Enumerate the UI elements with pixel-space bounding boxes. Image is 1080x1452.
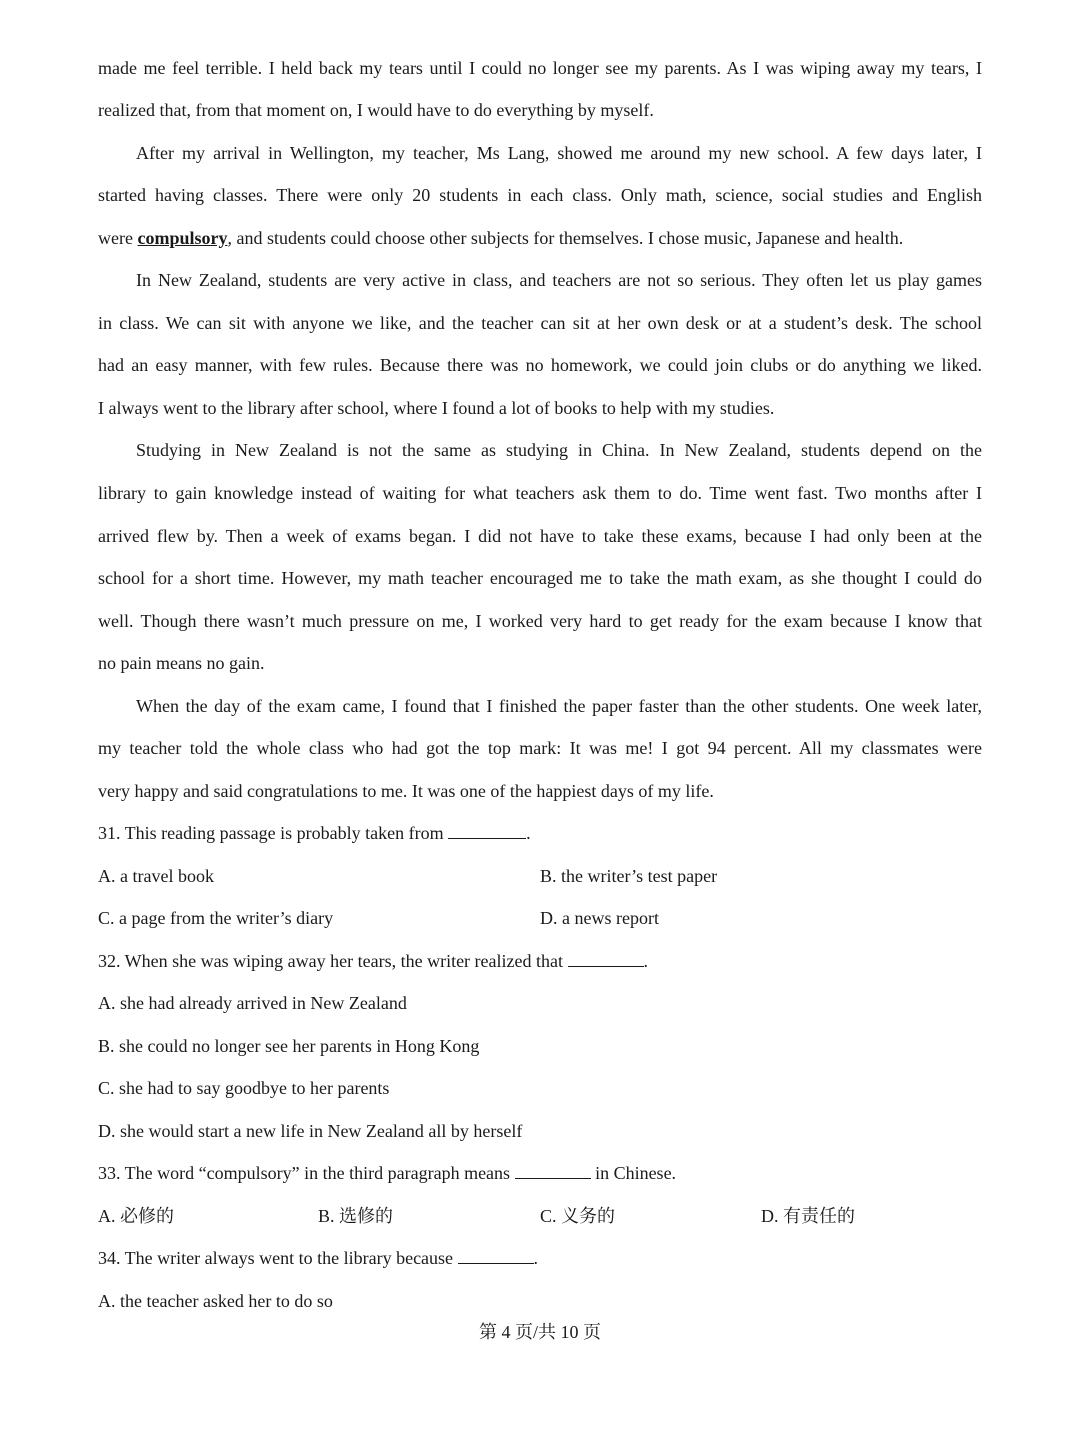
passage-line: Studying in New Zealand is not the same as studying in China. In New Zealand, students depend on the [136,440,982,460]
passage-line: I always went to the library after school, where I found a lot of books to help with my studies. [98,398,775,418]
passage-line-compulsory [98,226,982,250]
answer-blank [448,822,526,839]
question-end: in Chinese. [595,1163,677,1183]
question-text: 33. The word “compulsory” in the third paragraph means [98,1163,511,1183]
question-34-stem [98,1246,982,1270]
question-33-stem [98,1161,982,1185]
q31-option-c: C. a page from the writer’s diary [98,908,334,928]
question-text: 34. The writer always went to the library because [98,1248,454,1268]
highlighted-word: compulsory [137,228,228,248]
question-end: . [526,823,531,843]
q32-option-d: D. she would start a new life in New Zealand all by herself [98,1121,523,1141]
passage-line: very happy and said congratulations to me. It was one of the happiest days of my life. [98,781,714,801]
q31-option-a: A. a travel book [98,866,214,886]
q34-option-a: A. the teacher asked her to do so [98,1291,333,1311]
passage-line: library to gain knowledge instead of waiting for what teachers ask them to do. Time went fast. Two months after I [98,483,982,503]
text-segment: , and students could choose other subjects for themselves. I chose music, Japanese and health. [227,228,904,248]
passage-line: my teacher told the whole class who had got the top mark: It was me! I got 94 percent. All my classmates were [98,738,982,758]
text-segment: were [98,228,138,248]
q32-option-a: A. she had already arrived in New Zealand [98,993,407,1013]
passage-line: In New Zealand, students are very active in class, and teachers are not so serious. They often let us play games [136,270,982,290]
passage-line: realized that, from that moment on, I would have to do everything by myself. [98,100,654,120]
q32-option-c: C. she had to say goodbye to her parents [98,1078,390,1098]
passage-line: school for a short time. However, my math teacher encouraged me to take the math exam, as she thought I could do [98,568,982,588]
question-text: 32. When she was wiping away her tears, the writer realized that [98,951,563,971]
question-text: 31. This reading passage is probably taken from [98,823,444,843]
passage-line: in class. We can sit with anyone we like, and the teacher can sit at her own desk or at a student’s desk. The school [98,313,982,333]
answer-blank [515,1162,591,1179]
q33-option-a: A. 必修的 [98,1206,174,1226]
q32-option-b: B. she could no longer see her parents in Hong Kong [98,1036,480,1056]
passage-line: When the day of the exam came, I found that I finished the paper faster than the other students. One week later, [136,696,982,716]
q31-option-d: D. a news report [540,908,659,928]
question-32-stem [98,949,982,973]
question-end: . [533,1248,539,1268]
q31-option-b: B. the writer’s test paper [540,866,718,886]
passage-line: made me feel terrible. I held back my tears until I could no longer see my parents. As I was wiping away my tears, I [98,58,982,78]
page-number: 第 4 页/共 10 页 [478,1322,601,1342]
passage-line: After my arrival in Wellington, my teacher, Ms Lang, showed me around my new school. A few days later, I [136,143,982,163]
q33-option-c: C. 义务的 [540,1206,616,1226]
passage-line: well. Though there wasn’t much pressure on me, I worked very hard to get ready for the exam because I know that [98,611,982,631]
answer-blank [568,950,644,967]
passage-line: started having classes. There were only 20 students in each class. Only math, science, social studies and English [98,185,982,205]
passage-line: had an easy manner, with few rules. Because there was no homework, we could join clubs or do anything we liked. [98,355,982,375]
q33-option-b: B. 选修的 [318,1206,394,1226]
question-end: . [643,951,648,971]
question-31-stem [98,821,982,845]
q33-option-d: D. 有责任的 [761,1206,855,1226]
passage-line: arrived flew by. Then a week of exams began. I did not have to take these exams, because I had only been at the [98,526,982,546]
passage-line: no pain means no gain. [98,653,265,673]
answer-blank [458,1247,534,1264]
